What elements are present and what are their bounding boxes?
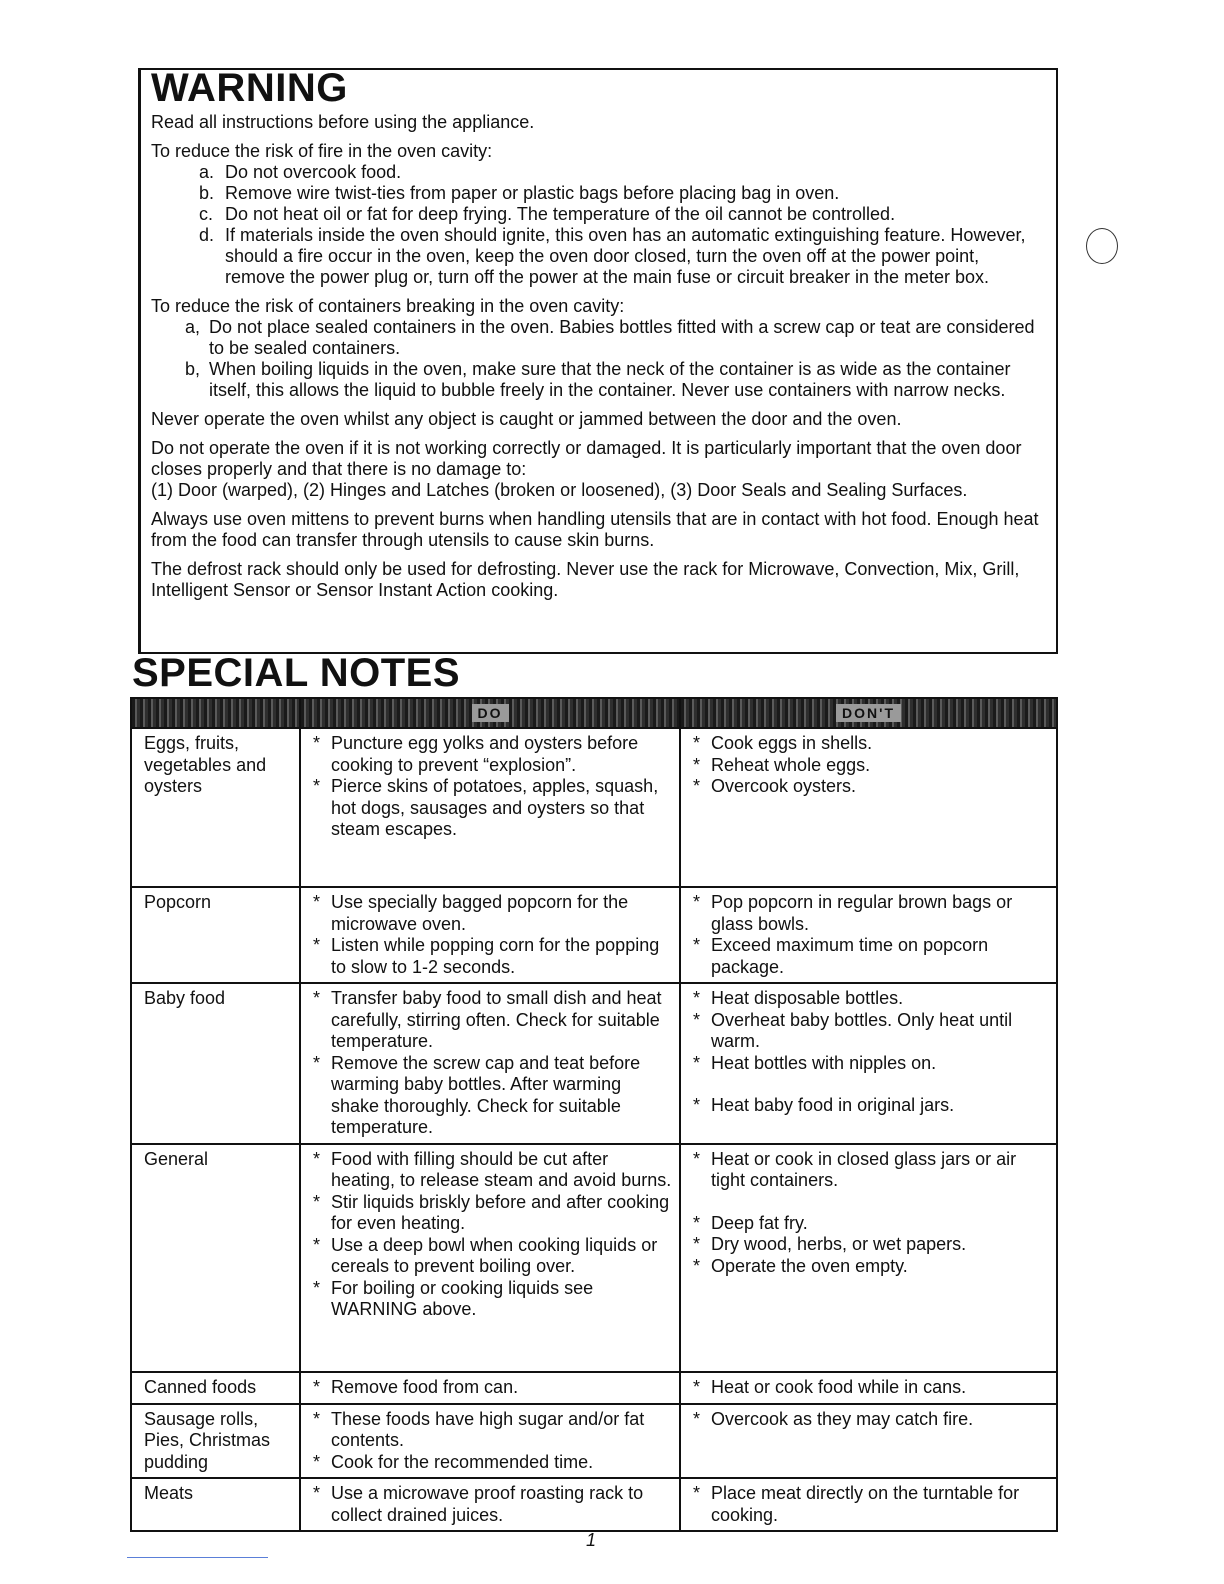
row-do: * Transfer baby food to small dish and heat carefully, stirring often. Check for suitable temperature. * Remove the screw cap and teat before warming baby bottles. After warming shake thoroughly. Check for suitable temperature. bbox=[300, 983, 680, 1144]
table-row bbox=[131, 728, 1057, 887]
warning-box bbox=[138, 68, 1058, 654]
fire-list bbox=[151, 162, 1042, 288]
row-dont: * Place meat directly on the turntable for cooking. bbox=[680, 1478, 1057, 1531]
container-list bbox=[151, 317, 1042, 401]
row-category: General bbox=[131, 1144, 300, 1372]
damage-text: Do not operate the oven if it is not working correctly or damaged. It is particularly important that the oven door closes properly and that there is no damage to: bbox=[151, 438, 1022, 479]
header-do: DO bbox=[300, 698, 680, 728]
punch-hole-mark bbox=[1086, 228, 1118, 264]
footer-rule bbox=[127, 1557, 268, 1558]
rack-paragraph: The defrost rack should only be used for defrosting. Never use the rack for Microwave, Convection, Mix, Grill, Intelligent Sensor or Sensor Instant Action cooking. bbox=[151, 559, 1020, 600]
row-category: Eggs, fruits, vegetables and oysters bbox=[131, 728, 300, 887]
row-do: * Remove food from can. bbox=[300, 1372, 680, 1404]
row-do: * These foods have high sugar and/or fat contents. * Cook for the recommended time. bbox=[300, 1404, 680, 1479]
list-item: d. If materials inside the oven should ignite, this oven has an automatic extinguishing feature. However, should a fire occur in the oven, keep the oven door closed, turn the oven off at the power point, remove the power plug or, turn off the power at the main fuse or circuit breaker in the meter box. bbox=[199, 225, 1026, 287]
row-category: Meats bbox=[131, 1478, 300, 1531]
table-row bbox=[131, 1404, 1057, 1479]
table-row bbox=[131, 1372, 1057, 1404]
row-category: Baby food bbox=[131, 983, 300, 1144]
page-number: 1 bbox=[586, 1530, 597, 1550]
list-item: a. Do not overcook food. bbox=[199, 162, 402, 182]
header-dont: DON'T bbox=[680, 698, 1057, 728]
row-dont: * Overcook as they may catch fire. bbox=[680, 1404, 1057, 1479]
table-row bbox=[131, 887, 1057, 983]
header-category bbox=[131, 698, 300, 728]
list-item: b. Remove wire twist-ties from paper or plastic bags before placing bag in oven. bbox=[199, 183, 840, 203]
list-item: c. Do not heat oil or fat for deep frying. The temperature of the oil cannot be controlled. bbox=[199, 204, 896, 224]
row-do: * Food with filling should be cut after heating, to release steam and avoid burns. * Stir liquids briskly before and after cooking for even heating. * Use a deep bowl when cooking liquids or cereals to prevent boiling over. * For boiling or cooking liquids see WARNING above. bbox=[300, 1144, 680, 1372]
table-header-row bbox=[131, 698, 1057, 728]
row-do: * Use a microwave proof roasting rack to collect drained juices. bbox=[300, 1478, 680, 1531]
special-notes-table bbox=[130, 697, 1058, 1532]
row-category: Popcorn bbox=[131, 887, 300, 983]
special-notes-title: SPECIAL NOTES bbox=[132, 651, 461, 695]
mittens-paragraph: Always use oven mittens to prevent burns when handling utensils that are in contact with hot food. Enough heat from the food can transfer through utensils to cause skin burns. bbox=[151, 509, 1039, 550]
row-category: Canned foods bbox=[131, 1372, 300, 1404]
list-item: a, Do not place sealed containers in the oven. Babies bottles fitted with a screw cap or teat are considered to be sealed containers. bbox=[185, 317, 1035, 358]
row-do: * Puncture egg yolks and oysters before cooking to prevent “explosion”. * Pierce skins of potatoes, apples, squash, hot dogs, sausages and oysters so that steam escapes. bbox=[300, 728, 680, 887]
row-category: Sausage rolls, Pies, Christmas pudding bbox=[131, 1404, 300, 1479]
table-row bbox=[131, 983, 1057, 1144]
row-dont: * Pop popcorn in regular brown bags or glass bowls. * Exceed maximum time on popcorn package. bbox=[680, 887, 1057, 983]
row-dont: * Heat or cook food while in cans. bbox=[680, 1372, 1057, 1404]
damage-list: (1) Door (warped), (2) Hinges and Latches (broken or loosened), (3) Door Seals and Sealing Surfaces. bbox=[151, 480, 968, 500]
table-row bbox=[131, 1144, 1057, 1372]
list-item: b, When boiling liquids in the oven, make sure that the neck of the container is as wide as the container itself, this allows the liquid to bubble freely in the container. Never use containers with narrow necks. bbox=[185, 359, 1011, 400]
warning-intro: Read all instructions before using the appliance. bbox=[151, 112, 535, 132]
row-dont: * Heat or cook in closed glass jars or air tight containers. * Deep fat fry. * Dry wood, herbs, or wet papers. * Operate the oven empty. bbox=[680, 1144, 1057, 1372]
warning-title: WARNING bbox=[151, 66, 348, 110]
damage-paragraph bbox=[151, 438, 1042, 501]
row-do: * Use specially bagged popcorn for the microwave oven. * Listen while popping corn for the popping to slow to 1-2 seconds. bbox=[300, 887, 680, 983]
row-dont: * Heat disposable bottles. * Overheat baby bottles. Only heat until warm. * Heat bottles with nipples on. * Heat baby food in original jars. bbox=[680, 983, 1057, 1144]
container-heading: To reduce the risk of containers breaking in the oven cavity: bbox=[151, 296, 625, 316]
jam-paragraph: Never operate the oven whilst any object is caught or jammed between the door and the oven. bbox=[151, 409, 902, 429]
table-row bbox=[131, 1478, 1057, 1531]
fire-heading: To reduce the risk of fire in the oven cavity: bbox=[151, 141, 493, 161]
row-dont: * Cook eggs in shells. * Reheat whole eggs. * Overcook oysters. bbox=[680, 728, 1057, 887]
